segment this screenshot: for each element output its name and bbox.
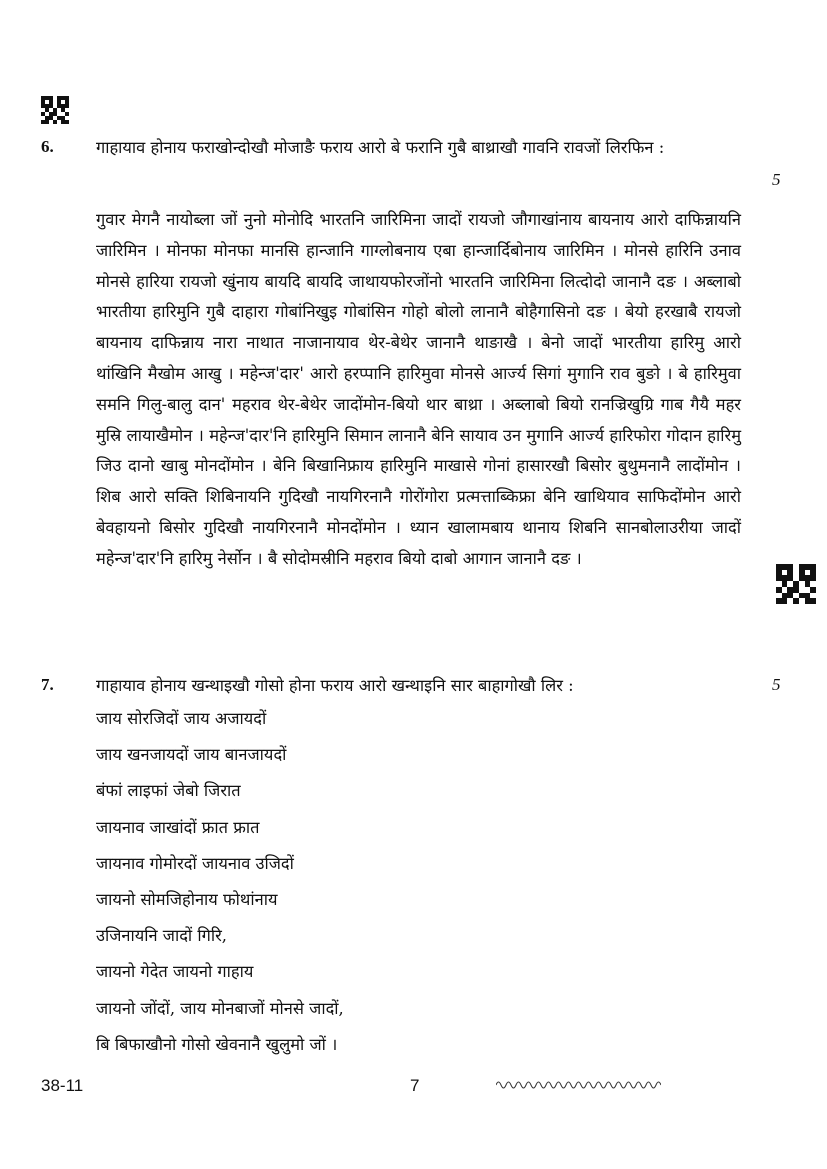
qr-code-icon xyxy=(776,564,816,604)
poem-line: जायनो जोंदों, जाय मोनबाजों मोनसे जादों, xyxy=(96,998,344,1018)
poem-line: जायनो सोमजिहोनाय फोथांनाय xyxy=(96,889,278,909)
question-7-poem xyxy=(96,705,344,1067)
poem-line: बंफां लाइफां जेबो जिरात xyxy=(96,781,241,801)
qr-code-icon xyxy=(41,96,69,124)
paper-code: 38-11 xyxy=(41,1076,84,1095)
question-7-number: 7. xyxy=(41,675,54,694)
question-6-passage: गुवार मेगनै नायोब्ला जों नुनो मोनोदि भारतनि जारिमिना जादों रायजो जौगाखांनाय बायनाय आरो दाफिन्नायनि जारिमिन । मोनफा मोनफा मानसि हान्जानि गाग्लोबनाय एबा हान्जार्दिबोनाय जारिमिन । मोनसे हारिनि उनाव मोनसे हारिया रायजो खुंनाय बायदि बायदि जाथायफोरजोंनो भारतनि जारिमिना लित्दोदो जानानै दङ । अब्लाबो भारतीया हारिमुनि गुबै दाहारा गोबांनिखुइ गोबांसिन गोहो बोलो लानानै बोहैगासिनो दङ । बेयो हरखाबै रायजो बायनाय दाफिन्नाय नारा नाथात नाजानायाव थेर-बेथेर जानानै थाङाखै । बेनो जादों भारतीया हारिमु आरो थांखिनि मैखोम आखु । महेन्ज'दार' आरो हरप्पानि हारिमुवा मोनसे आर्ज्य सिगां मुगानि राव बुङो । बे हारिमुवा समनि गिलु-बालु दान' महराव थेर-बेथेर जादोंमोन-बियो थार बाथ्रा । अब्लाबो बियो रानज्रिखुग्रि गाब गैयै महर मुस्रि लायाखैमोन । महेन्ज'दार'नि हारिमुनि सिमान लानानै बेनि सायाव उन मुगानि आर्ज्य हारिफोरा गोदान हारिमु जिउ दानो खाबु मोनदोंमोन । बेनि बिखानिफ्राय हारिमुनि माखासे गोनां हासारखौ बिसोर बुथुमनानै लादोंमोन । शिब आरो सक्ति शिबिनायनि गुदिखौ नायगिरनानै गोरोंगोरा प्रत्मत्ताब्किफ्रा बेनि खाथियाव साफिदोंमोन आरो बेवहायनो बिसोर गुदिखौ नायगिरनानै मोनदोंमोन । ध्यान खालामबाय थानाय शिबनि सानबोलाउरीया जादों महेन्ज'दार'नि हारिमु नेर्सोन । बै सोदोमस्रीनि महराव बियो दाबो आगान जानानै दङ । xyxy=(96,210,741,568)
question-6-marks: 5 xyxy=(772,170,781,189)
poem-line: जायनाव गोमोरदों जायनाव उजिदों xyxy=(96,853,294,873)
poem-line: उजिनायनि जादों गिरि, xyxy=(96,926,227,946)
wavy-line-signature xyxy=(496,1079,661,1091)
question-6-number: 6. xyxy=(41,137,54,156)
poem-line: जाय खनजायदों जाय बानजायदों xyxy=(96,745,287,765)
page-number: 7 xyxy=(410,1076,420,1095)
poem-line: बि बिफाखौनो गोसो खेवनानै खुलुमो जों । xyxy=(96,1034,338,1054)
poem-line: जाय सोरजिदों जाय अजायदों xyxy=(96,709,267,728)
poem-line: जायनाव जाखांदों फ्रात फ्रात xyxy=(96,817,260,837)
question-6-stem: गाहायाव होनाय फराखोन्दोखौ मोजाङै फराय आरो बे फरानि गुबै बाथ्राखौ गावनि रावजों लिरफिन : xyxy=(96,138,665,157)
question-7-stem: गाहायाव होनाय खन्थाइखौ गोसो होना फराय आरो खन्थाइनि सार बाहागोखौ लिर : xyxy=(96,676,574,695)
poem-line: जायनो गेदेत जायनो गाहाय xyxy=(96,962,254,982)
question-7-marks: 5 xyxy=(772,675,781,694)
